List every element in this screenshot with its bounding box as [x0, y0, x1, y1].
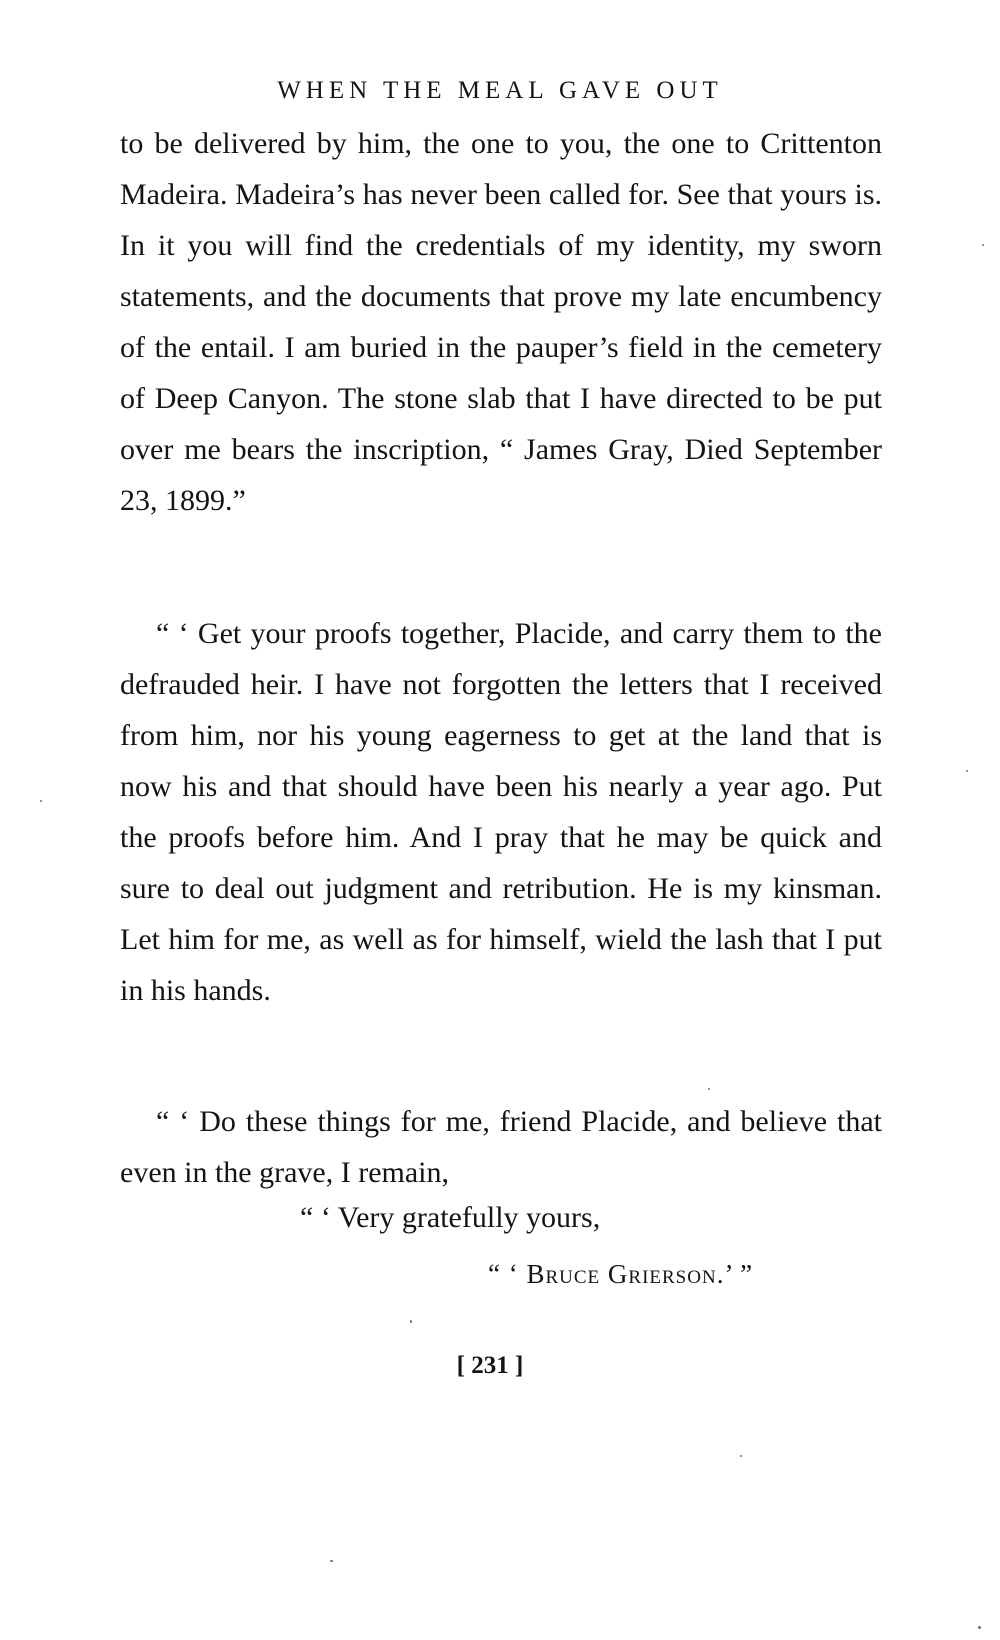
- paper-speck: [40, 800, 42, 802]
- paragraph-text: to be delivered by him, the one to you, the one to Crittenton Madeira. Madeira’s has never been called for. See that yours is. In it you will find the credentials of my identity, my sworn statements, and the documents that prove my late encumbency of the entail. I am buried in the pauper’s field in the cemetery of Deep Canyon. The stone slab that I have directed to be put over me bears the inscription, “ James Gray, Died September 23, 1899.”: [120, 127, 882, 517]
- paper-speck: [966, 770, 968, 772]
- paper-speck: [410, 1320, 412, 1323]
- paper-speck: [330, 1560, 333, 1562]
- paragraph-text: “ ‘ Do these things for me, friend Placide, and believe that even in the grave, I remain,: [120, 1105, 882, 1189]
- letter-closing: “ ‘ Very gratefully yours,: [300, 1201, 601, 1234]
- paper-speck: [740, 1455, 742, 1457]
- page-number: [ 231 ]: [456, 1352, 524, 1379]
- paper-speck: [978, 1626, 981, 1629]
- paragraph-2: [120, 608, 882, 1016]
- paragraph-text: “ ‘ Get your proofs together, Placide, and carry them to the defrauded heir. I have not forgotten the letters that I received from him, nor his young eagerness to get at the land that is now his and that should have been his nearly a year ago. Put the proofs before him. And I pray that he may be quick and sure to deal out judgment and retribution. He is my kinsman. Let him for me, as well as for himself, wield the lash that I put in his hands.: [120, 617, 882, 1007]
- running-head: WHEN THE MEAL GAVE OUT: [277, 77, 723, 104]
- paper-speck: [708, 1088, 710, 1090]
- paragraph-3: [120, 1096, 882, 1198]
- paragraph-1: [120, 118, 882, 526]
- paper-speck: [982, 244, 984, 246]
- letter-signature: “ ‘ Bruce Grierson.’ ”: [488, 1259, 754, 1289]
